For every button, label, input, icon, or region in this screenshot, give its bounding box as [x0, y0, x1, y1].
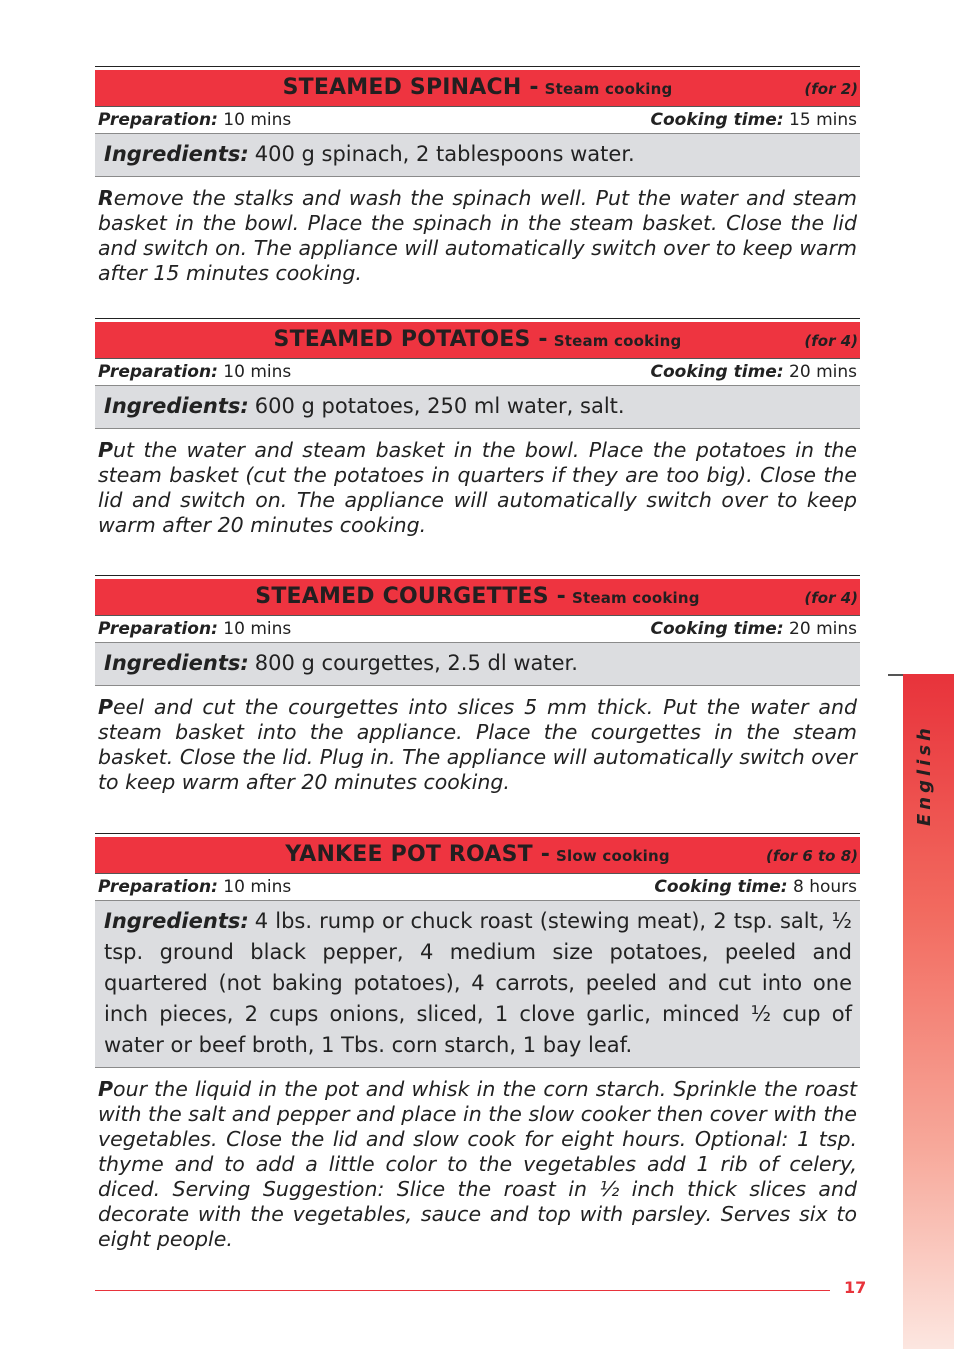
- ingredients-text: 4 lbs. rump or chuck roast (stewing meat), 2 tsp. salt, ½ tsp. ground black pepper, 4 medium size potatoes, peeled and quartered (not baking potatoes), 4 carrots, peeled and cut into one inch pieces, 2 cups onions, sliced, 1 clove garlic, minced ½ cup of water or beef broth, 1 Tbs. corn starch, 1 bay leaf.: [104, 909, 852, 1057]
- preparation-time: Preparation: 10 mins: [98, 362, 292, 382]
- ingredients-label: Ingredients:: [104, 909, 249, 933]
- recipe-title-bar: [95, 322, 860, 359]
- cooking-mode: Steam cooking: [553, 332, 682, 350]
- ingredients-text: 800 g courgettes, 2.5 dl water.: [254, 651, 578, 675]
- ingredients-label: Ingredients:: [104, 394, 249, 418]
- method-text: Put the water and steam basket in the bowl. Place the potatoes in the steam basket (cut the potatoes in quarters if they are too big). Close the lid and switch on. The appliance will automatically switch over to keep warm after 20 minutes cooking.: [98, 438, 857, 537]
- recipe-top-rule: [95, 575, 860, 576]
- ingredients-label: Ingredients:: [104, 142, 249, 166]
- ingredients-label: Ingredients:: [104, 651, 249, 675]
- drop-initial: P: [98, 695, 114, 719]
- method-text: Peel and cut the courgettes into slices 5 mm thick. Put the water and steam basket into the appliance. Place the courgettes in the steam basket. Close the lid. Plug in. The appliance will automatically switch over to keep warm after 20 minutes cooking.: [98, 695, 857, 794]
- recipe-title: STEAMED POTATOES - Steam cooking: [273, 327, 682, 352]
- recipe-steamed-spinach: [95, 66, 860, 286]
- drop-initial: P: [98, 1077, 114, 1101]
- cooking-mode: Steam cooking: [571, 589, 700, 607]
- recipe-top-rule: [95, 833, 860, 834]
- cooking-time: Cooking time: 20 mins: [650, 362, 857, 382]
- serves-count: (for 4): [804, 332, 858, 350]
- cooking-time: Cooking time: 20 mins: [650, 619, 857, 639]
- footer-rule: [95, 1290, 830, 1291]
- drop-initial: R: [98, 186, 114, 210]
- method-text: Remove the stalks and wash the spinach well. Put the water and steam basket in the bowl. Place the spinach in the steam basket. Close the lid and switch on. The appliance will automatically switch over to keep warm after 15 minutes cooking.: [98, 186, 857, 285]
- preparation-time: Preparation: 10 mins: [98, 110, 292, 130]
- serves-count: (for 4): [804, 589, 858, 607]
- recipe-title: STEAMED SPINACH - Steam cooking: [282, 75, 673, 100]
- meta-row: [95, 107, 860, 133]
- drop-initial: P: [98, 438, 114, 462]
- method-text: Pour the liquid in the pot and whisk in the corn starch. Sprinkle the roast with the salt and pepper and place in the slow cooker then cover with the vegetables. Close the lid and slow cook for eight hours. Optional: 1 tsp. thyme and to add a little color to the vegetables add 1 rib of celery, diced. Serving Suggestion: Slice the roast in ½ inch thick slices and decorate with the vegetables, sauce and top with parsley. Serves six to eight people.: [98, 1077, 857, 1251]
- recipe-title: YANKEE POT ROAST - Slow cooking: [285, 842, 670, 867]
- ingredients-box: [95, 900, 860, 1068]
- preparation-time: Preparation: 10 mins: [98, 619, 292, 639]
- recipe-steamed-courgettes: [95, 575, 860, 795]
- cooking-time: Cooking time: 15 mins: [650, 110, 857, 130]
- ingredients-box: [95, 133, 860, 177]
- recipe-top-rule: [95, 318, 860, 319]
- recipe-title-bar: [95, 579, 860, 616]
- serves-count: (for 6 to 8): [766, 847, 858, 865]
- cooking-mode: Slow cooking: [556, 847, 670, 865]
- ingredients-text: 400 g spinach, 2 tablespoons water.: [254, 142, 635, 166]
- page-number: 17: [844, 1278, 867, 1297]
- recipe-yankee-pot-roast: [95, 833, 860, 1252]
- ingredients-text: 600 g potatoes, 250 ml water, salt.: [254, 394, 625, 418]
- recipe-title-bar: [95, 837, 860, 874]
- preparation-time: Preparation: 10 mins: [98, 877, 292, 897]
- cooking-time: Cooking time: 8 hours: [654, 877, 857, 897]
- language-label: English: [914, 724, 935, 826]
- meta-row: [95, 616, 860, 642]
- ingredients-box: [95, 385, 860, 429]
- recipe-title-bar: [95, 70, 860, 107]
- meta-row: [95, 359, 860, 385]
- ingredients-box: [95, 642, 860, 686]
- recipe-top-rule: [95, 66, 860, 67]
- cooking-mode: Steam cooking: [544, 80, 673, 98]
- recipe-steamed-potatoes: [95, 318, 860, 538]
- meta-row: [95, 874, 860, 900]
- serves-count: (for 2): [804, 80, 858, 98]
- recipe-title: STEAMED COURGETTES - Steam cooking: [255, 584, 700, 609]
